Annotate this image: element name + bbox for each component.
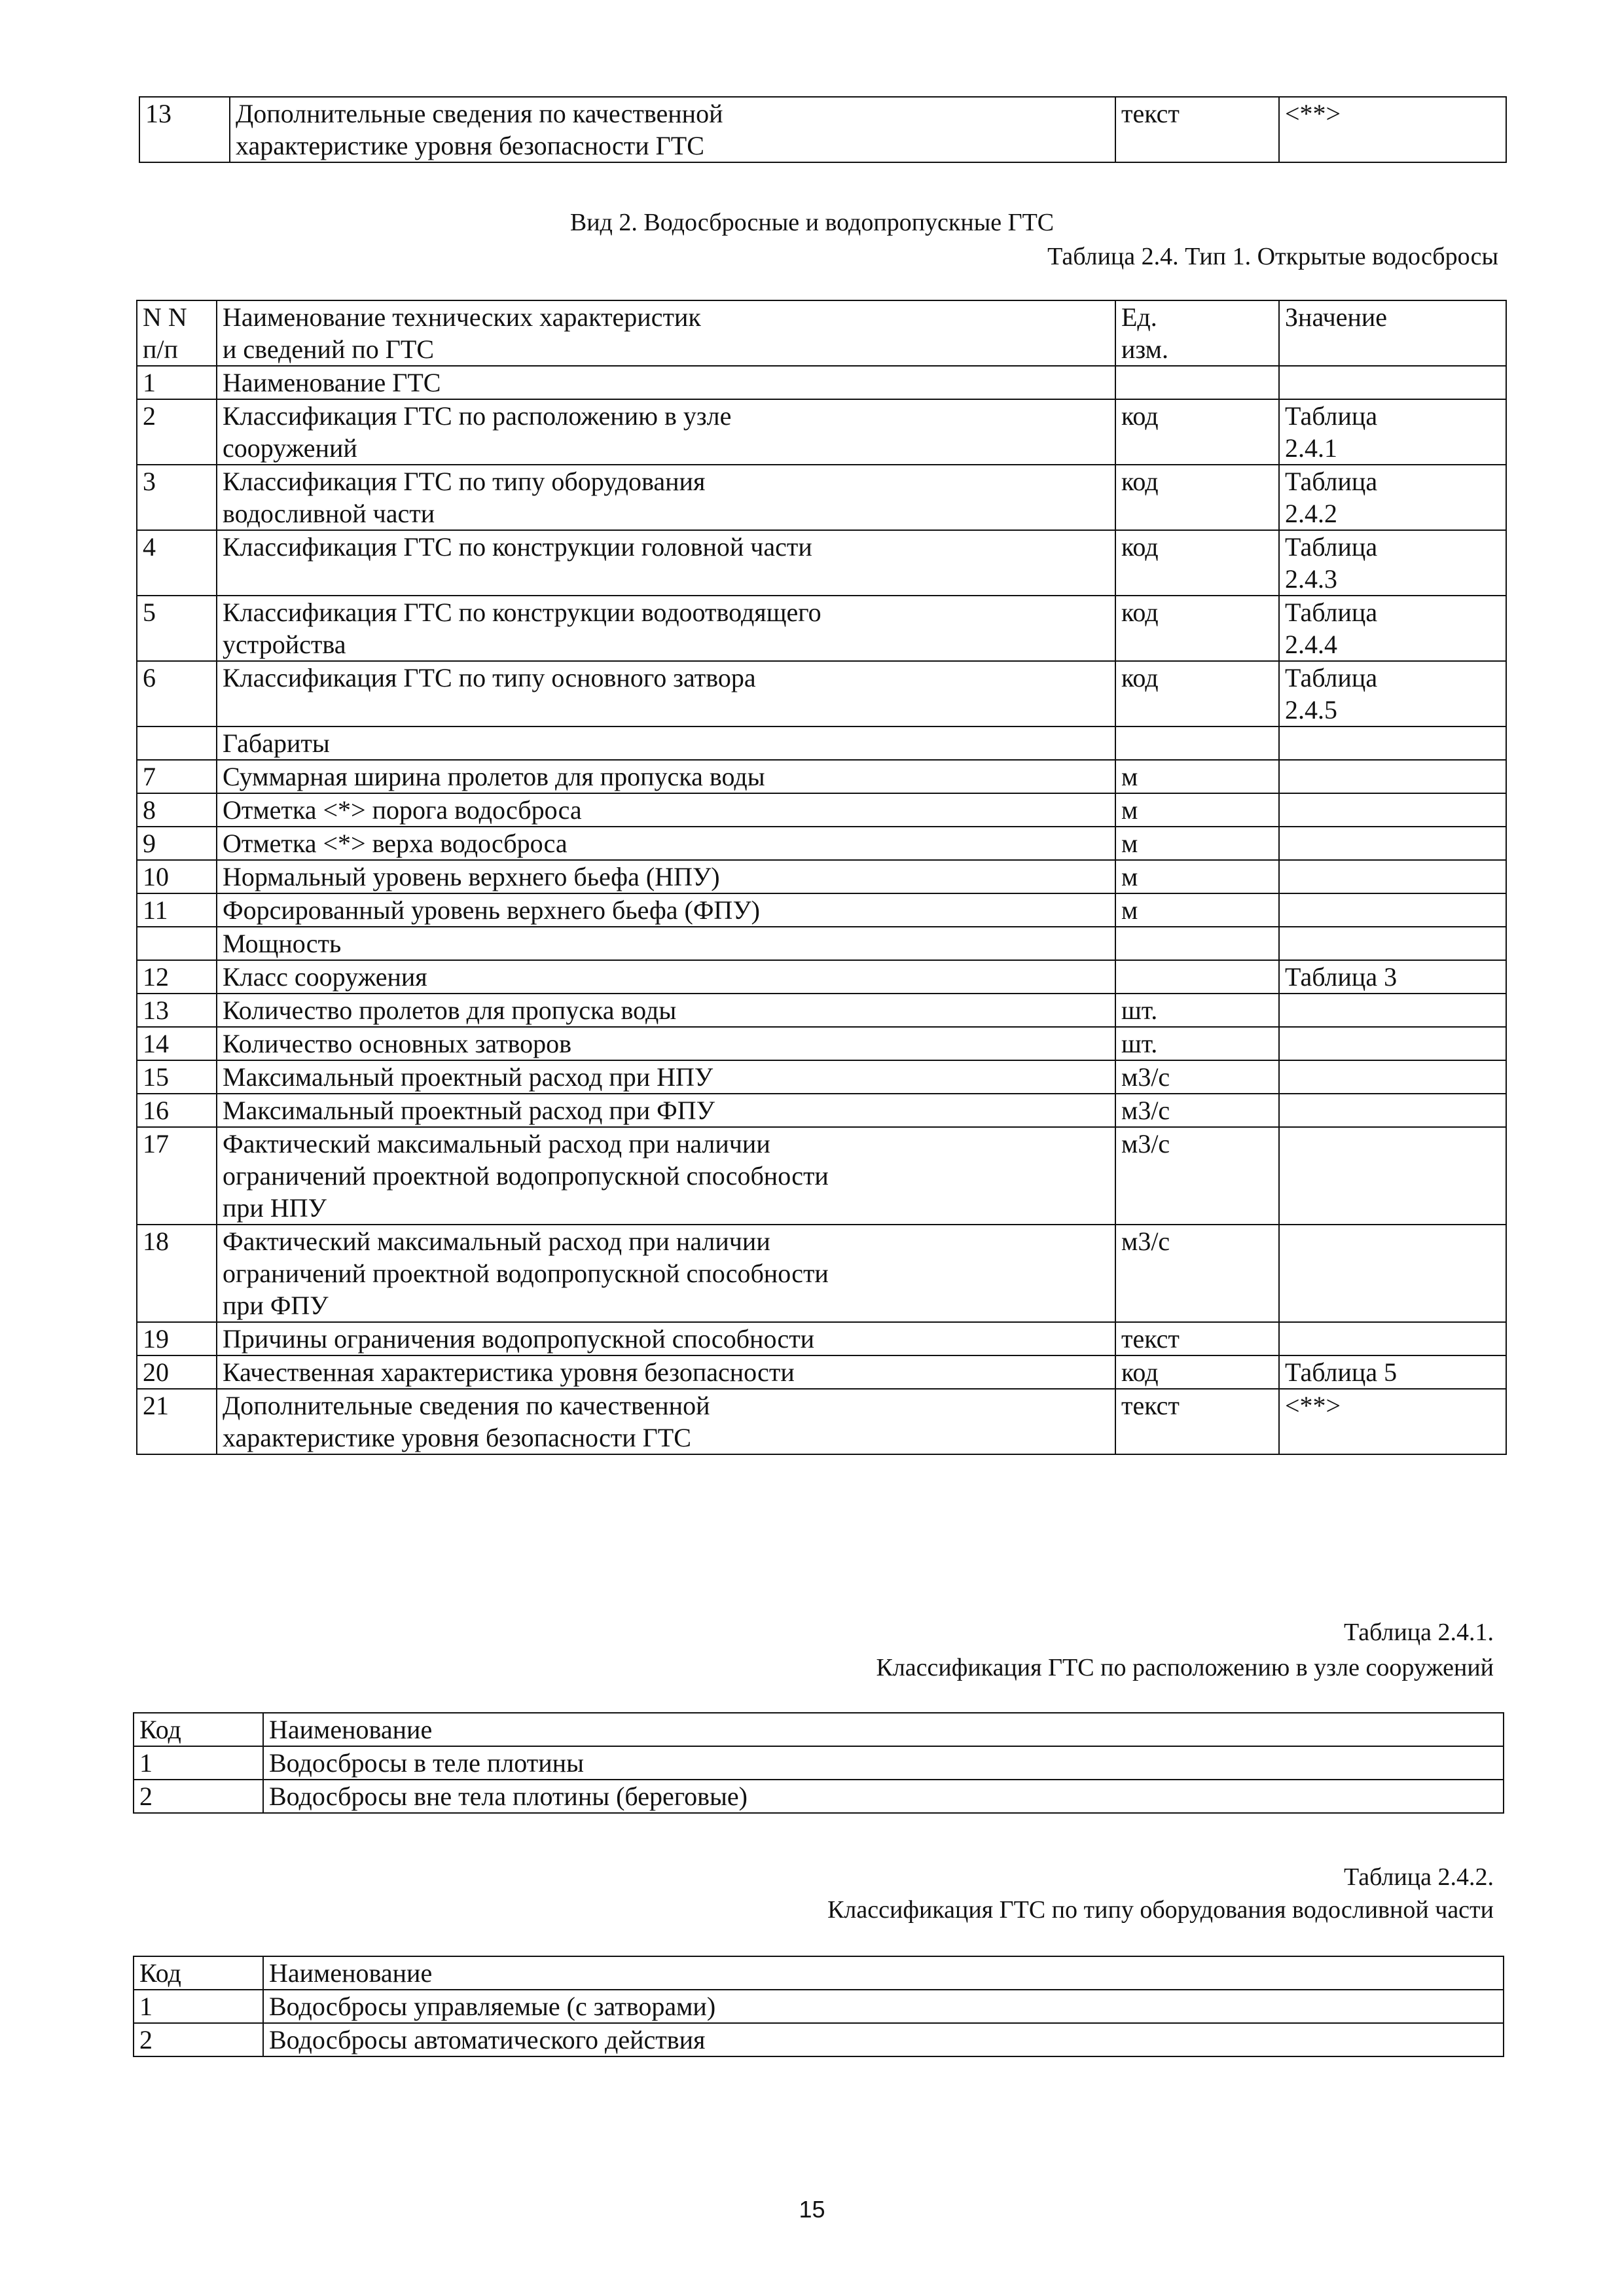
cell-n: 16 xyxy=(137,1094,217,1127)
cell-unit: код xyxy=(1115,530,1279,596)
cell-n: 13 xyxy=(137,994,217,1027)
cell-n: 5 xyxy=(137,596,217,661)
cell-line: Фактический максимальный расход при наличии xyxy=(223,1129,770,1158)
cell-value xyxy=(1279,399,1506,465)
table-row xyxy=(137,1322,1506,1355)
cell-n: 2 xyxy=(137,399,217,465)
cell-line: сооружений xyxy=(223,433,357,463)
table-row xyxy=(137,1027,1506,1060)
cell-name: Отметка <*> верха водосброса xyxy=(217,827,1115,860)
table-row xyxy=(137,530,1506,596)
cell-line: Таблица xyxy=(1285,401,1378,431)
cell-line: Таблица xyxy=(1285,532,1378,562)
main-table-body xyxy=(137,300,1506,1454)
cell-name: Качественная характеристика уровня безопасности xyxy=(217,1355,1115,1389)
table-row xyxy=(139,97,1506,162)
continued-table xyxy=(139,96,1507,163)
cell-value xyxy=(1279,1027,1506,1060)
cell-n: 9 xyxy=(137,827,217,860)
cell-line: 2.4.2 xyxy=(1285,499,1337,528)
table-row xyxy=(137,399,1506,465)
cell-value: Таблица 5 xyxy=(1279,1355,1506,1389)
cell-value xyxy=(1279,860,1506,893)
cell-n: 1 xyxy=(137,366,217,399)
cell-name: Класс сооружения xyxy=(217,960,1115,994)
table-2-4-2-title: Классификация ГТС по типу оборудования водосливной части xyxy=(827,1896,1494,1924)
cell-value xyxy=(1279,1060,1506,1094)
cell-unit: м xyxy=(1115,860,1279,893)
cell-line: и сведений по ГТС xyxy=(223,334,435,364)
cell-name: Причины ограничения водопропускной способности xyxy=(217,1322,1115,1355)
cell-value xyxy=(1279,465,1506,530)
cell-n: 14 xyxy=(137,1027,217,1060)
table-2-4-1 xyxy=(133,1712,1504,1814)
cell-name: Наименование ГТС xyxy=(217,366,1115,399)
cell-name xyxy=(217,1389,1115,1454)
cell-name xyxy=(217,1127,1115,1225)
cell-value: <**> xyxy=(1279,1389,1506,1454)
cell-value xyxy=(1279,1127,1506,1225)
cell-line: 2.4.5 xyxy=(1285,695,1337,725)
cell-unit: м3/с xyxy=(1115,1094,1279,1127)
table-2-4-2 xyxy=(133,1956,1504,2057)
cell-n: 3 xyxy=(137,465,217,530)
cell-name: Максимальный проектный расход при НПУ xyxy=(217,1060,1115,1094)
cell-line: Дополнительные сведения по качественной xyxy=(236,99,723,128)
cell-n: 17 xyxy=(137,1127,217,1225)
header-cell-name xyxy=(217,300,1115,366)
table-row xyxy=(134,1990,1504,2023)
table-row xyxy=(137,596,1506,661)
cell-value xyxy=(1279,1094,1506,1127)
cell-unit: код xyxy=(1115,661,1279,726)
cell-line: N N xyxy=(143,302,187,332)
table-row xyxy=(137,827,1506,860)
table-row xyxy=(137,860,1506,893)
cell-name: Форсированный уровень верхнего бьефа (ФПУ) xyxy=(217,893,1115,927)
cell-name xyxy=(217,465,1115,530)
table-header-row xyxy=(137,300,1506,366)
cell-name: Водосбросы автоматического действия xyxy=(263,2023,1504,2056)
cell-line: Таблица xyxy=(1285,598,1378,627)
cell-n: 19 xyxy=(137,1322,217,1355)
table-header-row xyxy=(134,1713,1504,1746)
cell-name: Нормальный уровень верхнего бьефа (НПУ) xyxy=(217,860,1115,893)
table-row xyxy=(137,465,1506,530)
cell-unit: шт. xyxy=(1115,994,1279,1027)
table-row xyxy=(137,893,1506,927)
cell-name: Суммарная ширина пролетов для пропуска воды xyxy=(217,760,1115,793)
cell-line: 2.4.3 xyxy=(1285,564,1337,594)
cell-line: водосливной части xyxy=(223,499,435,528)
cell-code: 1 xyxy=(134,1990,263,2023)
header-cell-code: Код xyxy=(134,1956,263,1990)
cell-unit: код xyxy=(1115,596,1279,661)
cell-value: <**> xyxy=(1279,97,1506,162)
header-cell-code: Код xyxy=(134,1713,263,1746)
cell-unit xyxy=(1115,927,1279,960)
table-row xyxy=(137,1127,1506,1225)
cell-unit: текст xyxy=(1115,97,1279,162)
cell-name: Максимальный проектный расход при ФПУ xyxy=(217,1094,1115,1127)
cell-line: характеристике уровня безопасности ГТС xyxy=(223,1423,691,1452)
cell-value xyxy=(1279,661,1506,726)
cell-unit xyxy=(1115,726,1279,760)
cell-line: Фактический максимальный расход при наличии xyxy=(223,1227,770,1256)
cell-name: Водосбросы в теле плотины xyxy=(263,1746,1504,1780)
cell-line: характеристике уровня безопасности ГТС xyxy=(236,131,704,160)
table-2-4-2-number: Таблица 2.4.2. xyxy=(1343,1863,1494,1891)
header-cell-name: Наименование xyxy=(263,1713,1504,1746)
cell-n xyxy=(137,927,217,960)
cell-line: Дополнительные сведения по качественной xyxy=(223,1391,710,1420)
table-2-4-1-number: Таблица 2.4.1. xyxy=(1343,1619,1494,1646)
cell-n: 13 xyxy=(139,97,230,162)
section-heading: Вид 2. Водосбросные и водопропускные ГТС xyxy=(569,209,1055,236)
table-2-4-1-title: Классификация ГТС по расположению в узле сооружений xyxy=(876,1654,1494,1681)
cell-unit xyxy=(1115,366,1279,399)
cell-value xyxy=(1279,1322,1506,1355)
table-row xyxy=(137,1094,1506,1127)
continued-table-body xyxy=(139,97,1506,162)
cell-unit: текст xyxy=(1115,1389,1279,1454)
table-row xyxy=(137,1060,1506,1094)
cell-name: Классификация ГТС по конструкции головной части xyxy=(217,530,1115,596)
cell-unit xyxy=(1115,960,1279,994)
cell-line: Классификация ГТС по конструкции водоотводящего xyxy=(223,598,821,627)
cell-line: 2.4.1 xyxy=(1285,433,1337,463)
cell-name: Классификация ГТС по типу основного затвора xyxy=(217,661,1115,726)
cell-value xyxy=(1279,726,1506,760)
cell-line: п/п xyxy=(143,334,178,364)
cell-code: 1 xyxy=(134,1746,263,1780)
table-caption: Таблица 2.4. Тип 1. Открытые водосбросы xyxy=(1047,243,1498,270)
cell-unit: м3/с xyxy=(1115,1225,1279,1322)
cell-line: Таблица xyxy=(1285,663,1378,692)
table-2-4-2-body xyxy=(134,1956,1504,2056)
cell-unit: м xyxy=(1115,827,1279,860)
cell-name xyxy=(217,1225,1115,1322)
cell-code: 2 xyxy=(134,1780,263,1813)
header-cell-name: Наименование xyxy=(263,1956,1504,1990)
header-cell-value: Значение xyxy=(1279,300,1506,366)
cell-value xyxy=(1279,366,1506,399)
header-cell-unit xyxy=(1115,300,1279,366)
table-row xyxy=(137,661,1506,726)
cell-line: ограничений проектной водопропускной способности xyxy=(223,1161,829,1191)
table-row xyxy=(137,927,1506,960)
cell-unit: код xyxy=(1115,1355,1279,1389)
cell-n: 21 xyxy=(137,1389,217,1454)
cell-n: 10 xyxy=(137,860,217,893)
cell-line: изм. xyxy=(1121,334,1168,364)
cell-unit: м xyxy=(1115,793,1279,827)
table-row xyxy=(137,793,1506,827)
cell-line: Классификация ГТС по типу оборудования xyxy=(223,467,706,496)
cell-line: Наименование технических характеристик xyxy=(223,302,701,332)
cell-name: Водосбросы вне тела плотины (береговые) xyxy=(263,1780,1504,1813)
table-header-row xyxy=(134,1956,1504,1990)
cell-name: Габариты xyxy=(217,726,1115,760)
cell-n: 6 xyxy=(137,661,217,726)
cell-line: Ед. xyxy=(1121,302,1157,332)
cell-name xyxy=(217,399,1115,465)
cell-name: Количество основных затворов xyxy=(217,1027,1115,1060)
header-cell-n xyxy=(137,300,217,366)
table-row xyxy=(134,2023,1504,2056)
table-row xyxy=(137,994,1506,1027)
cell-value xyxy=(1279,827,1506,860)
cell-n: 12 xyxy=(137,960,217,994)
cell-value xyxy=(1279,927,1506,960)
main-table xyxy=(136,300,1507,1455)
cell-line: при ФПУ xyxy=(223,1291,329,1320)
cell-value: Таблица 3 xyxy=(1279,960,1506,994)
cell-value xyxy=(1279,793,1506,827)
cell-unit: код xyxy=(1115,399,1279,465)
cell-n: 11 xyxy=(137,893,217,927)
cell-n: 7 xyxy=(137,760,217,793)
cell-n: 4 xyxy=(137,530,217,596)
table-row xyxy=(137,1355,1506,1389)
table-row xyxy=(137,960,1506,994)
cell-name: Мощность xyxy=(217,927,1115,960)
table-2-4-1-body xyxy=(134,1713,1504,1813)
cell-value xyxy=(1279,596,1506,661)
cell-unit: м xyxy=(1115,760,1279,793)
cell-name xyxy=(217,596,1115,661)
table-row xyxy=(137,726,1506,760)
table-row xyxy=(137,760,1506,793)
cell-line: Таблица xyxy=(1285,467,1378,496)
table-row xyxy=(134,1780,1504,1813)
cell-unit: м3/с xyxy=(1115,1127,1279,1225)
table-row xyxy=(137,366,1506,399)
cell-value xyxy=(1279,1225,1506,1322)
table-row xyxy=(137,1225,1506,1322)
cell-n xyxy=(137,726,217,760)
cell-line: при НПУ xyxy=(223,1193,327,1223)
cell-unit: м xyxy=(1115,893,1279,927)
cell-name: Отметка <*> порога водосброса xyxy=(217,793,1115,827)
cell-line: Классификация ГТС по расположению в узле xyxy=(223,401,732,431)
cell-value xyxy=(1279,530,1506,596)
cell-line: 2.4.4 xyxy=(1285,630,1337,659)
table-row xyxy=(137,1389,1506,1454)
cell-name xyxy=(230,97,1115,162)
cell-value xyxy=(1279,893,1506,927)
cell-n: 20 xyxy=(137,1355,217,1389)
cell-value xyxy=(1279,760,1506,793)
page-number: 15 xyxy=(799,2196,825,2223)
cell-n: 18 xyxy=(137,1225,217,1322)
cell-n: 15 xyxy=(137,1060,217,1094)
cell-n: 8 xyxy=(137,793,217,827)
table-row xyxy=(134,1746,1504,1780)
cell-unit: м3/с xyxy=(1115,1060,1279,1094)
cell-value xyxy=(1279,994,1506,1027)
cell-code: 2 xyxy=(134,2023,263,2056)
cell-name: Количество пролетов для пропуска воды xyxy=(217,994,1115,1027)
cell-unit: код xyxy=(1115,465,1279,530)
cell-line: ограничений проектной водопропускной способности xyxy=(223,1259,829,1288)
cell-line: устройства xyxy=(223,630,346,659)
cell-unit: шт. xyxy=(1115,1027,1279,1060)
cell-unit: текст xyxy=(1115,1322,1279,1355)
cell-name: Водосбросы управляемые (с затворами) xyxy=(263,1990,1504,2023)
